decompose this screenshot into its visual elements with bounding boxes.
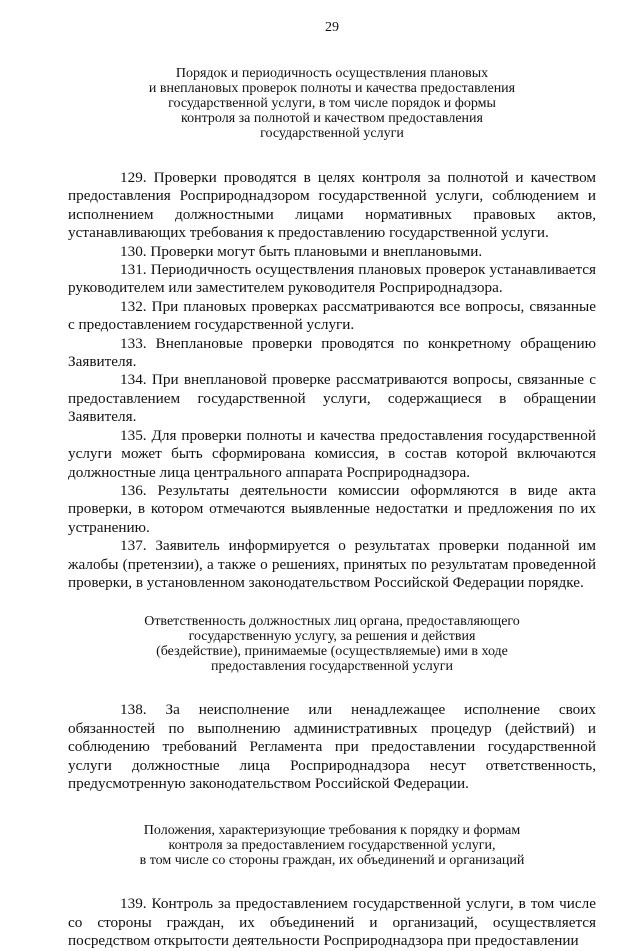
section-inspections <box>68 169 596 592</box>
paragraph-136: 136. Результаты деятельности комиссии оформляются в виде акта проверки, в котором отмечаются выявленные недостатки и предложения по их устранению. <box>68 481 596 536</box>
heading-line: государственной услуги <box>260 126 404 141</box>
heading-line: Положения, характеризующие требования к порядку и формам <box>143 823 521 839</box>
heading-line: Порядок и периодичность осуществления плановых <box>175 66 489 81</box>
section-responsibility <box>68 701 596 793</box>
page-number: 29 <box>325 20 339 35</box>
heading-line: в том числе со стороны граждан, их объединений и организаций <box>139 853 525 869</box>
paragraph-129: 129. Проверки проводятся в целях контроля за полнотой и качеством предоставления Росприроднадзором государственной услуги, соблюдением и исполнением должностными лицами нормативных правовых актов, устанавливающих требования к предоставлению государственной услуги. <box>68 169 596 242</box>
heading-responsibility <box>68 614 596 674</box>
heading-line: государственной услуги, в том числе порядок и формы <box>168 96 496 111</box>
section-control <box>68 895 596 950</box>
heading-line: (бездействие), принимаемые (осуществляемые) ими в ходе <box>156 644 508 660</box>
paragraph-131: 131. Периодичность осуществления плановых проверок устанавливается руководителем или заместителем руководителя Росприроднадзора. <box>68 261 596 297</box>
paragraph-132: 132. При плановых проверках рассматриваются все вопросы, связанные с предоставлением государственной услуги. <box>68 297 596 334</box>
heading-line: контроля за полнотой и качеством предоставления <box>181 111 483 126</box>
paragraph-133: 133. Внеплановые проверки проводятся по конкретному обращению Заявителя. <box>68 334 596 371</box>
paragraph-134: 134. При внеплановой проверке рассматриваются вопросы, связанные с предоставлением государственной услуги, содержащиеся в обращении Заявителя. <box>68 371 596 426</box>
paragraph-135: 135. Для проверки полноты и качества предоставления государственной услуги может быть сформирована комиссия, в состав которой включаются должностные лица центрального аппарата Росприроднадзора. <box>68 426 596 481</box>
paragraph-138: 138. За неисполнение или ненадлежащее исполнение своих обязанностей по выполнению административных процедур (действий) и соблюдению требований Регламента при предоставлении государственной услуги должностные лица Росприроднадзора несут ответственность, предусмотренную законодательством Российской Федерации. <box>68 701 596 792</box>
heading-control-requirements <box>68 823 596 868</box>
paragraph-137: 137. Заявитель информируется о результатах проверки поданной им жалобы (претензии), а также о решениях, принятых по результатам проведенной проверки, в установленном законодательством Российской Федерации порядке. <box>68 537 596 591</box>
paragraph-139: 139. Контроль за предоставлением государственной услуги, в том числе со стороны граждан, их объединений и организаций, осуществляется посредством открытости деятельности Росприроднадзора при предоставлении <box>68 895 596 950</box>
heading-line: и внеплановых проверок полноты и качества предоставления <box>148 81 516 96</box>
heading-inspection-procedure <box>68 66 596 141</box>
heading-line: Ответственность должностных лиц органа, предоставляющего <box>144 614 520 630</box>
paragraph-130: 130. Проверки могут быть плановыми и внеплановыми. <box>120 242 483 260</box>
heading-line: государственную услугу, за решения и действия <box>188 629 476 645</box>
heading-line: контроля за предоставлением государственной услуги, <box>168 838 496 854</box>
heading-line: предоставления государственной услуги <box>211 659 453 675</box>
